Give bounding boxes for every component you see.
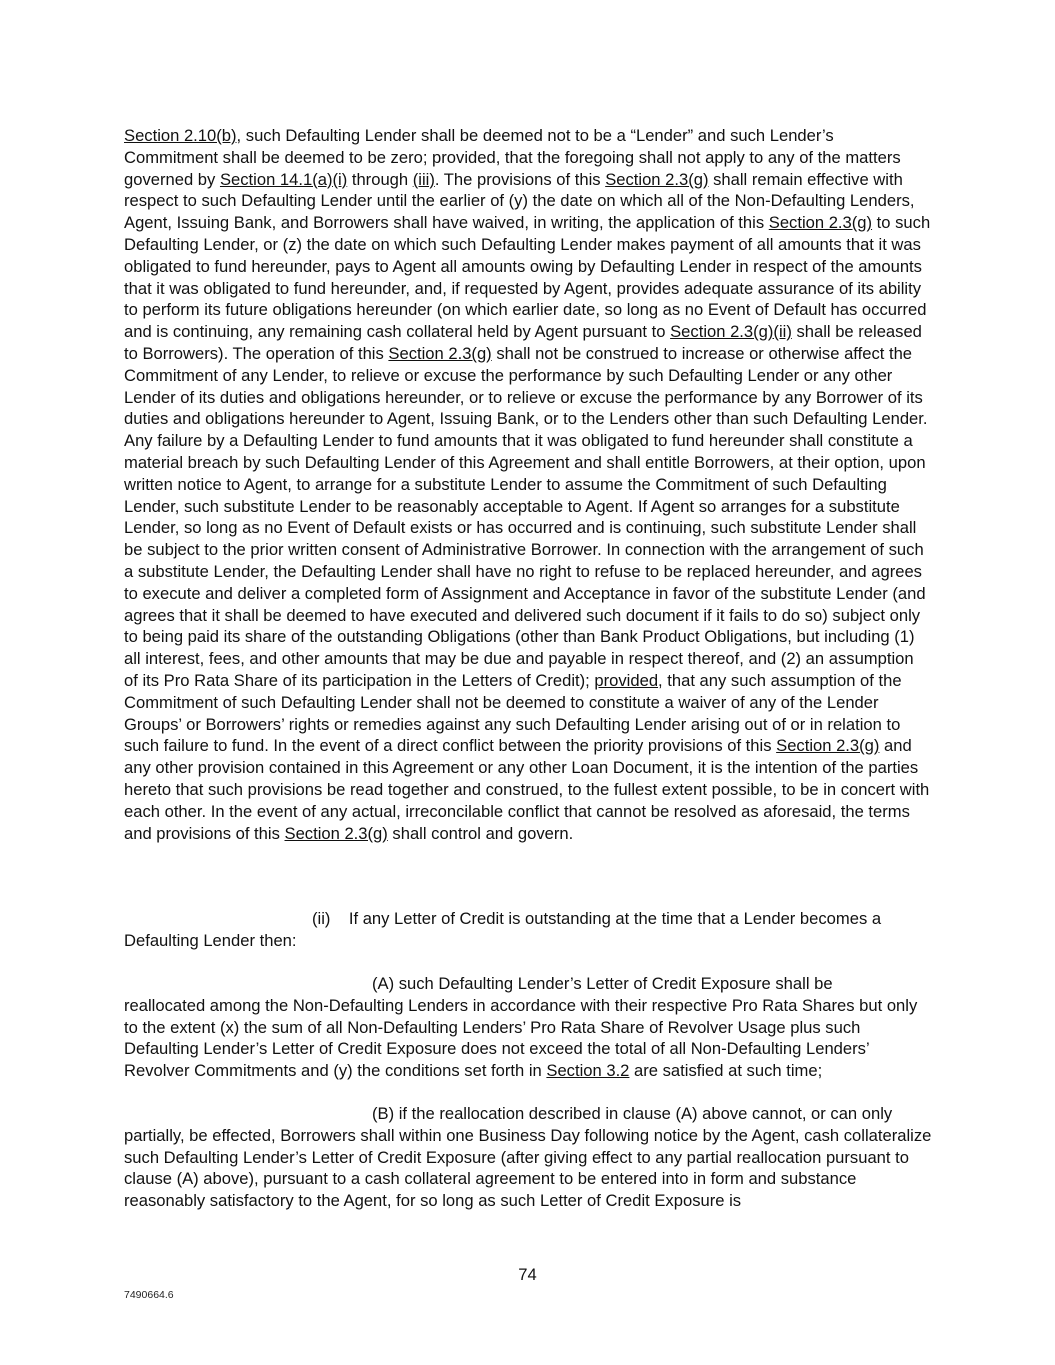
section-reference: Section 2.3(g) bbox=[284, 823, 388, 843]
section-reference: Section 14.1(a)(i) bbox=[219, 169, 348, 189]
clause-b-lead: (B) if the reallocation described in clause (A) above cannot, or can only bbox=[372, 1104, 893, 1123]
body-paragraph-1 bbox=[124, 125, 932, 844]
paragraph-text: shall control and govern. bbox=[387, 823, 574, 843]
clause-a-paragraph bbox=[124, 973, 932, 1082]
clause-b-paragraph bbox=[124, 1103, 932, 1212]
paragraph-text: , such Defaulting Lender shall be deemed not to be a “Lender” and such Lender’s Commitment shall be deemed to be zero; provided, that the foregoing shall not apply to any of the matters governed by bbox=[124, 126, 901, 189]
page-number: 74 bbox=[518, 1265, 537, 1284]
clause-a-lead: (A) such Defaulting Lender’s Letter of Credit Exposure shall be bbox=[372, 974, 833, 993]
clause-a-text: reallocated among the Non-Defaulting Lenders in accordance with their respective Pro Rata Shares but only to the extent (x) the sum of all Non-Defaulting Lenders’ Pro Rata Share of Revolver Usage plus such Defaulting Lender’s Letter of Credit Exposure does not exceed the total of all Non-Defaulting Lenders’ Revolver Commitments and (y) the conditions set forth in bbox=[124, 995, 918, 1081]
clause-ii-paragraph bbox=[124, 908, 932, 952]
paragraph-text: through bbox=[347, 169, 413, 189]
section-reference: Section 2.3(g) bbox=[605, 169, 709, 189]
section-reference: (iii) bbox=[412, 169, 435, 189]
paragraph-text: , that any such assumption of the Commitment of such Defaulting Lender shall not be deemed to constitute a waiver of any of the Lender Groups’ or Borrowers’ rights or remedies against any such Defaulting Lender arising out of or in relation to such failure to fund. In the event of a direct conflict between the priority provisions of this bbox=[124, 670, 902, 756]
provided-term: provided bbox=[594, 670, 659, 690]
section-reference: Section 2.3(g) bbox=[768, 213, 873, 233]
paragraph-text: and any other provision contained in this Agreement or any other Loan Document, it is the intention of the parties hereto that such provisions be read together and construed, to the fullest extent possible, to be in concert with each other. In the event of any actual, irreconcilable conflict that cannot be resolved as aforesaid, the terms and provisions of this bbox=[124, 736, 930, 843]
clause-b-text: partially, be effected, Borrowers shall within one Business Day following notice by the Agent, cash collateralize such Defaulting Lender’s Letter of Credit Exposure (after giving effect to any partial reallocation pursuant to clause (A) above), pursuant to a cash collateral agreement to be entered into in form and substance reasonably satisfactory to the Agent, for so long as such Letter of Credit Exposure is bbox=[124, 1125, 932, 1211]
clause-ii-text: Defaulting Lender then: bbox=[124, 930, 297, 950]
clause-a-tail: are satisfied at such time; bbox=[629, 1061, 823, 1081]
paragraph-text: shall remain effective with respect to such Defaulting Lender until the earlier of (y) the date on which all of the Non-Defaulting Lenders, Agent, Issuing Bank, and Borrowers shall have waived, in writing, the application of this bbox=[124, 169, 915, 233]
section-reference: Section 2.10(b) bbox=[124, 126, 237, 145]
document-id: 7490664.6 bbox=[124, 1289, 174, 1301]
paragraph-text: shall not be construed to increase or otherwise affect the Commitment of any Lender, to relieve or excuse the performance by such Defaulting Lender or any other Lender of its duties and obligations hereunder, or to relieve or excuse the performance by any Borrower of its duties and obligations hereunder to Agent, Issuing Bank, or to the Lenders other than such Defaulting Lender. Any failure by a Defaulting Lender to fund amounts that it was obligated to fund hereunder shall constitute a material breach by such Defaulting Lender of this Agreement and shall entitle Borrowers, at their option, upon written notice to Agent, to arrange for a substitute Lender to assume the Commitment of such Defaulting Lender, such substitute Lender to be reasonably acceptable to Agent. If Agent so arranges for a substitute Lender, so long as no Event of Default exists or has occurred and is continuing, such substitute Lender shall be subject to the prior written consent of Administrative Borrower. In connection with the arrangement of such a substitute Lender, the Defaulting Lender shall have no right to refuse to be replaced hereunder, and agrees to execute and deliver a completed form of Assignment and Acceptance in favor of the substitute Lender (and agrees that it shall be deemed to have executed and delivered such document if it fails to do so) subject only to being paid its share of the outstanding Obligations (other than Bank Product Obligations, but including (1) all interest, fees, and other amounts that may be due and payable in respect thereof, and (2) an assumption of its Pro Rata Share of its participation in the Letters of Credit); bbox=[124, 343, 928, 690]
clause-ii-lead: (ii) If any Letter of Credit is outstanding at the time that a Lender becomes a bbox=[312, 909, 882, 928]
section-reference: Section 2.3(g) bbox=[776, 736, 880, 756]
section-reference: Section 2.3(g) bbox=[388, 343, 492, 363]
section-reference: Section 2.3(g)(ii) bbox=[670, 322, 792, 342]
paragraph-text: to such Defaulting Lender, or (z) the date on which such Defaulting Lender makes payment of all amounts that it was obligated to fund hereunder, pays to Agent all amounts owing by Defaulting Lender in respect of the amounts that it was obligated to fund hereunder, and, if requested by Agent, provides adequate assurance of its ability to perform its future obligations hereunder (on which earlier date, so long as no Event of Default has occurred and is continuing, any remaining cash collateral held by Agent pursuant to bbox=[124, 213, 931, 342]
section-reference: Section 3.2 bbox=[546, 1061, 630, 1081]
paragraph-text: shall be released to Borrowers). The operation of this bbox=[124, 322, 922, 363]
paragraph-text: . The provisions of this bbox=[434, 169, 606, 189]
